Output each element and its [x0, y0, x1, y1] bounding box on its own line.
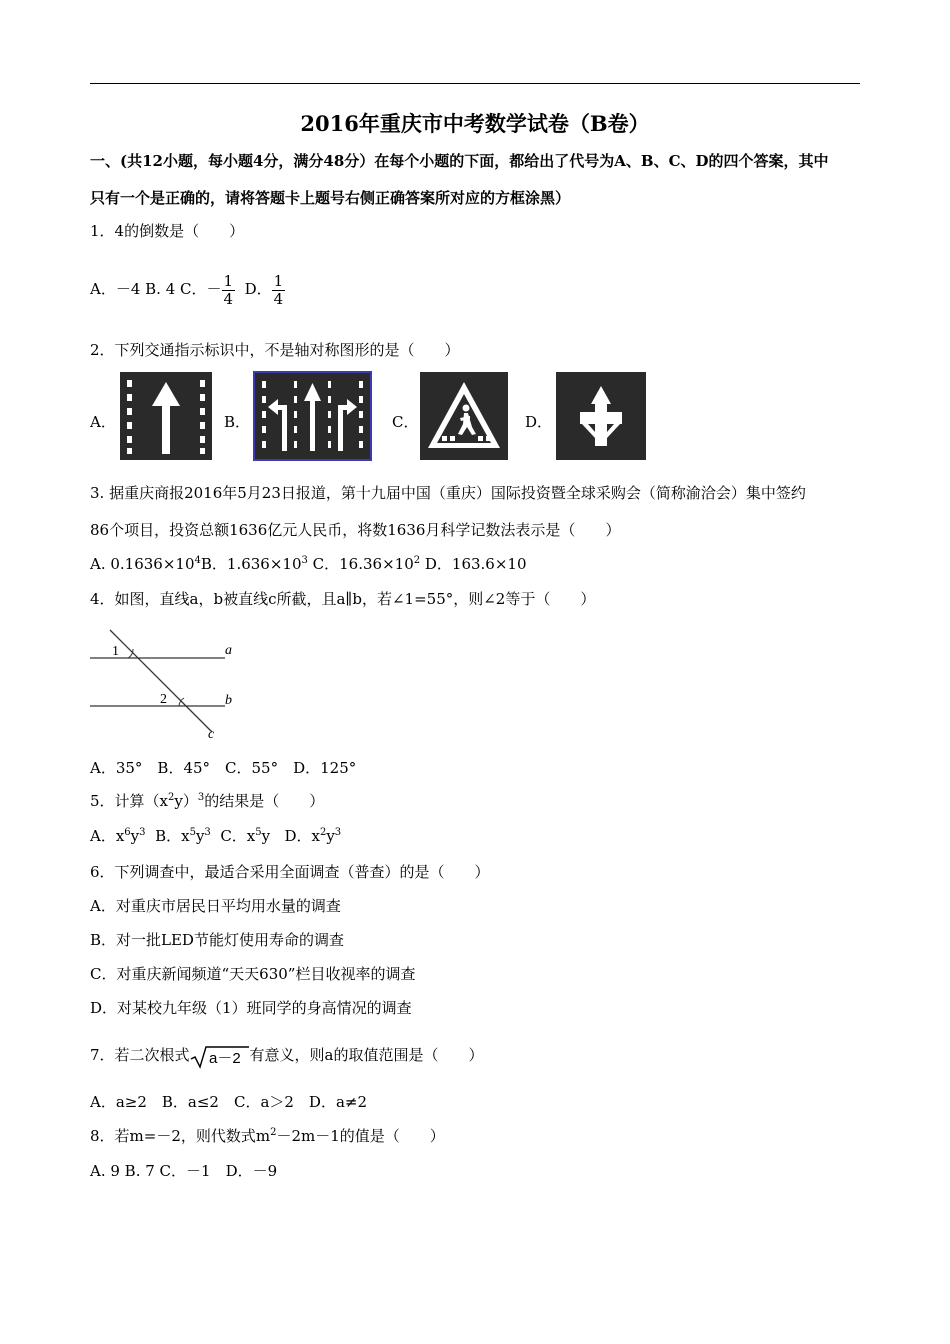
q2-label-c: C．: [392, 413, 419, 431]
section-instructions-line1: 一、(共12小题，每小题4分，满分48分）在每个小题的下面，都给出了代号为A、B、C、D的四个答案，其中: [90, 152, 829, 170]
exponent: 2: [413, 555, 421, 566]
q2-stem: 2．下列交通指示标识中，不是轴对称图形的是（ ）: [90, 341, 460, 359]
line-b-label: b: [225, 693, 232, 708]
q5-stem-text: y）: [174, 792, 198, 810]
q1-option-c-fraction: [222, 273, 236, 308]
fraction-numerator: 1: [223, 271, 234, 290]
q1-option-d: D．: [244, 280, 272, 298]
exponent: 6: [124, 827, 131, 838]
sign-straight-arrow-icon: [120, 372, 212, 460]
line-a-label: a: [225, 643, 232, 658]
q3-stem-line1: 3. 据重庆商报2016年5月23日报道，第十九届中国（重庆）国际投资暨全球采购会（简称渝洽会）集中签约: [90, 484, 806, 502]
sign-lane-arrows-icon: [253, 371, 372, 461]
exponent: 3: [197, 792, 205, 803]
q5-stem-text: 5．计算（x: [90, 792, 169, 810]
q3-option-c: C．16.36×10: [307, 555, 414, 573]
square-root-expression: [190, 1044, 250, 1069]
q5-option-d: D．x: [270, 827, 320, 845]
page-title: 2016年重庆市中考数学试卷（B卷）: [300, 111, 650, 136]
q5-options: [90, 826, 341, 846]
q4-stem: 4．如图，直线a，b被直线c所截，且a∥b，若∠1=55°，则∠2等于（ ）: [90, 590, 596, 608]
q3-stem-line2: 86个项目，投资总额1636亿元人民币，将数1636月科学记数法表示是（ ）: [90, 521, 621, 539]
q3-option-a: A. 0.1636×10: [90, 555, 195, 573]
line-c-label: c: [208, 727, 215, 740]
q8-stem: [90, 1126, 445, 1146]
q1-option-d-fraction: [272, 273, 286, 308]
q5-option-a: A．x: [90, 827, 125, 845]
q5-stem-text: 的结果是（ ）: [204, 792, 325, 810]
q2-label-d: D．: [525, 413, 553, 431]
q7-stem: [90, 1043, 484, 1069]
q5-option-a: y: [130, 827, 140, 845]
q5-option-b: B．x: [145, 827, 190, 845]
q6-option-c: C．对重庆新闻频道“天天630”栏目收视率的调查: [90, 965, 416, 983]
sign-pedestrian-crossing-icon: [420, 372, 508, 460]
q6-option-d: D．对某校九年级（1）班同学的身高情况的调查: [90, 999, 412, 1017]
angle-1-label: 1: [112, 644, 119, 659]
exponent: 3: [139, 827, 146, 838]
q5-stem: [90, 791, 324, 811]
q6-option-b: B．对一批LED节能灯使用寿命的调查: [90, 931, 344, 949]
q2-label-a: A．: [90, 413, 116, 431]
exponent: 4: [194, 555, 201, 566]
exponent: 3: [204, 827, 211, 838]
q6-option-a: A．对重庆市居民日平均用水量的调查: [90, 897, 341, 915]
q7-stem-text: 有意义，则a的取值范围是（ ）: [249, 1046, 484, 1064]
exponent: 2: [319, 827, 327, 838]
q7-options: A．a≥2 B．a≤2 C．a＞2 D．a≠2: [90, 1093, 368, 1111]
q4-options: A．35° B．45° C．55° D．125°: [90, 759, 357, 777]
exponent: 5: [255, 827, 262, 838]
exponent: 2: [270, 1127, 277, 1138]
q8-options: A. 9 B. 7 C．－1 D．－9: [90, 1162, 278, 1180]
sign-intersection-icon: [556, 372, 646, 460]
q5-option-b: y: [195, 827, 205, 845]
fraction-denominator: 4: [273, 289, 284, 308]
angle-2-label: 2: [160, 692, 167, 707]
q2-label-b: B．: [224, 413, 251, 431]
q5-option-d: y: [326, 827, 335, 845]
q8-stem-text: －2m－1的值是（ ）: [276, 1127, 445, 1145]
radical-sign-icon: [190, 1045, 250, 1069]
q1-option-a-b-c: A．－4 B. 4 C．－: [90, 280, 222, 298]
fraction-numerator: 1: [273, 271, 284, 290]
fraction-denominator: 4: [223, 289, 234, 308]
exponent: 2: [168, 792, 175, 803]
top-rule: [90, 83, 860, 84]
exponent: 3: [334, 827, 342, 838]
exponent: 5: [189, 827, 196, 838]
parallel-lines-figure: [90, 628, 240, 740]
q5-option-c: C．x: [210, 827, 256, 845]
q8-stem-text: 8．若m=－2，则代数式m: [90, 1127, 271, 1145]
q6-stem: 6．下列调查中，最适合采用全面调查（普查）的是（ ）: [90, 863, 490, 881]
exponent: 3: [301, 555, 308, 566]
q1-options: [90, 270, 285, 308]
radicand: a－2: [208, 1049, 241, 1067]
q3-option-b: B．1.636×10: [200, 555, 302, 573]
q7-stem-text: 7．若二次根式: [90, 1046, 190, 1064]
q3-options: [90, 554, 527, 574]
section-instructions-line2: 只有一个是正确的，请将答题卡上题号右侧正确答案所对应的方框涂黑）: [90, 189, 571, 207]
q1-stem: 1．4的倒数是（ ）: [90, 222, 245, 240]
q5-option-c: y: [261, 827, 271, 845]
q3-option-d: D．163.6×10: [420, 555, 527, 573]
